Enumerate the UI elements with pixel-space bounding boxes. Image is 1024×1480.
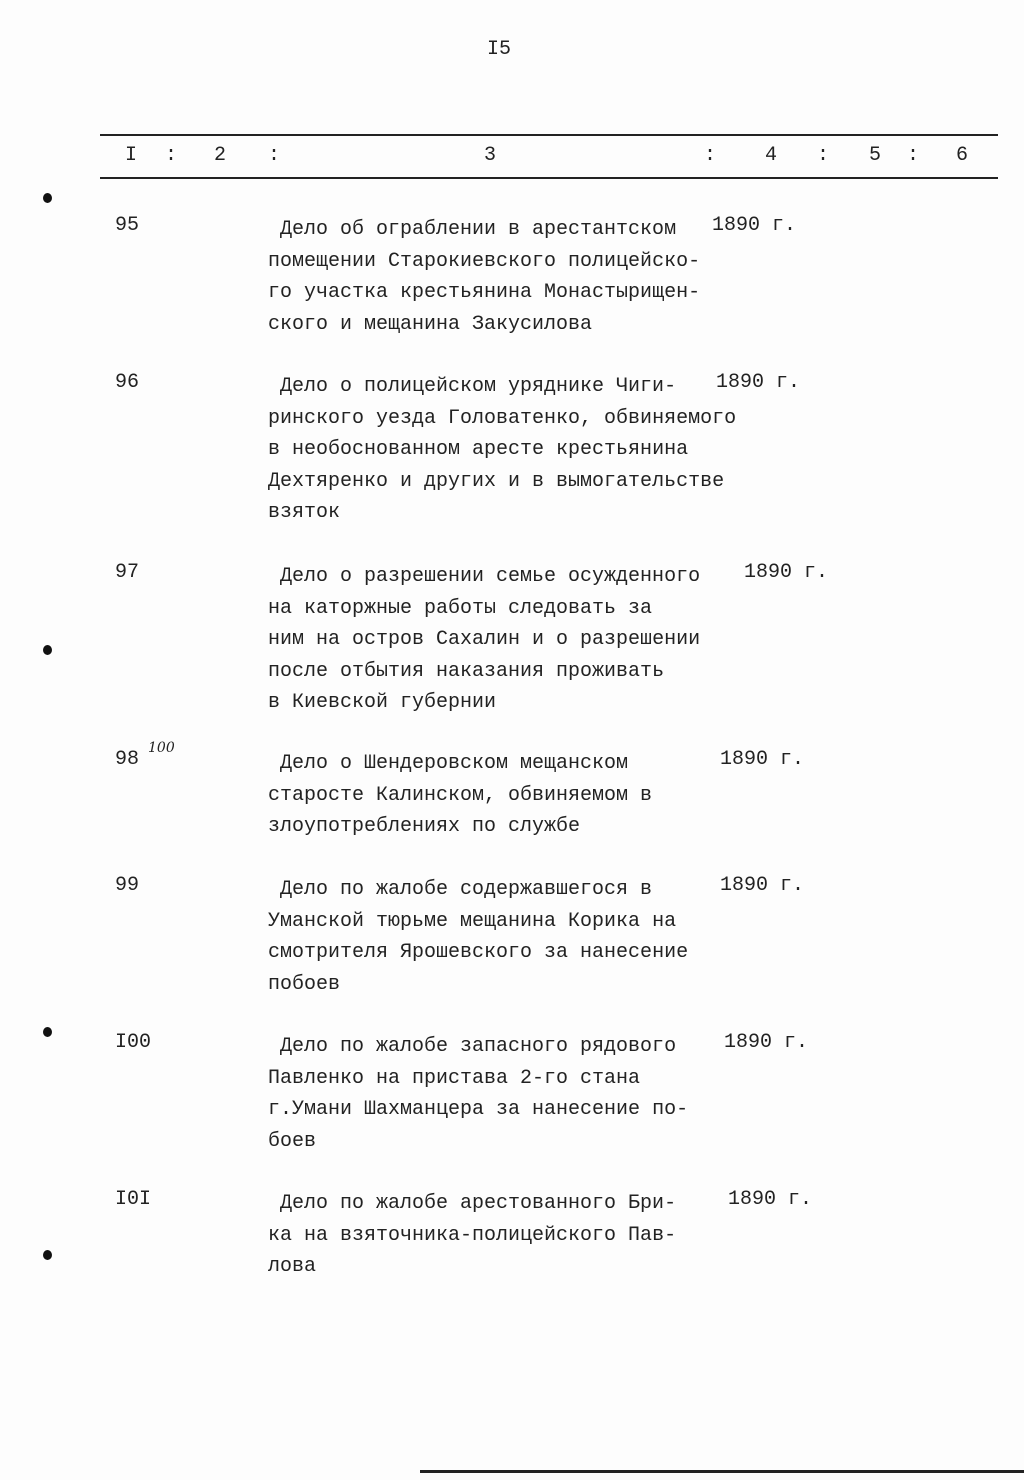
handwritten-annotation: 100 xyxy=(148,740,175,756)
header-bottom-rule xyxy=(100,177,998,179)
column-separator: : xyxy=(165,144,178,167)
record-number: 99 xyxy=(115,874,140,897)
record-number: 98 xyxy=(115,748,140,771)
record-year: 1890 г. xyxy=(728,1188,813,1211)
record-description: Дело о полицейском уряднике Чиги- ринского уезда Головатенко, обвиняемого в необоснованном аресте крестьянина Дехтяренко и других и в вымогательстве взяток xyxy=(268,375,737,524)
record-description: Дело по жалобе запасного рядового Павленко на пристава 2-го стана г.Умани Шахманцера за нанесение по- боев xyxy=(268,1035,689,1153)
column-header: 5 xyxy=(869,144,882,167)
record-description: Дело по жалобе арестованного Бри- ка на взяточника-полицейского Пав- лова xyxy=(268,1192,677,1278)
header-top-rule xyxy=(100,134,998,136)
record-year: 1890 г. xyxy=(720,874,805,897)
record-year: 1890 г. xyxy=(716,371,801,394)
record-year: 1890 г. xyxy=(744,561,829,584)
record-number: I00 xyxy=(115,1031,152,1054)
punch-hole xyxy=(43,1027,52,1037)
record-year: 1890 г. xyxy=(712,214,797,237)
column-separator: : xyxy=(817,144,830,167)
record-description: Дело о Шендеровском мещанском старосте Калинском, обвиняемом в злоупотреблениях по службе xyxy=(268,752,653,838)
column-separator: : xyxy=(907,144,920,167)
record-year: 1890 г. xyxy=(724,1031,809,1054)
punch-hole xyxy=(43,193,52,203)
record-number: 97 xyxy=(115,561,140,584)
record-number: I0I xyxy=(115,1188,152,1211)
column-header: 3 xyxy=(484,144,497,167)
column-header: 2 xyxy=(214,144,227,167)
record-number: 96 xyxy=(115,371,140,394)
record-description: Дело об ограблении в арестантском помещении Старокиевского полицейско- го участка крестьянина Монастырищен- ского и мещанина Закусилова xyxy=(268,218,701,336)
record-number: 95 xyxy=(115,214,140,237)
record-description: Дело по жалобе содержавшегося в Уманской тюрьме мещанина Корика на смотрителя Ярошевского за нанесение побоев xyxy=(268,878,689,996)
record-description: Дело о разрешении семье осужденного на каторжные работы следовать за ним на остров Сахалин и о разрешении после отбытия наказания проживать в Киевской губернии xyxy=(268,565,701,714)
punch-hole xyxy=(43,645,52,655)
column-header: I xyxy=(125,144,138,167)
column-header: 4 xyxy=(765,144,778,167)
page-number: I5 xyxy=(487,38,512,61)
column-header: 6 xyxy=(956,144,969,167)
column-separator: : xyxy=(704,144,717,167)
punch-hole xyxy=(43,1250,52,1260)
page-bottom-edge xyxy=(420,1470,1024,1473)
record-year: 1890 г. xyxy=(720,748,805,771)
column-separator: : xyxy=(268,144,281,167)
